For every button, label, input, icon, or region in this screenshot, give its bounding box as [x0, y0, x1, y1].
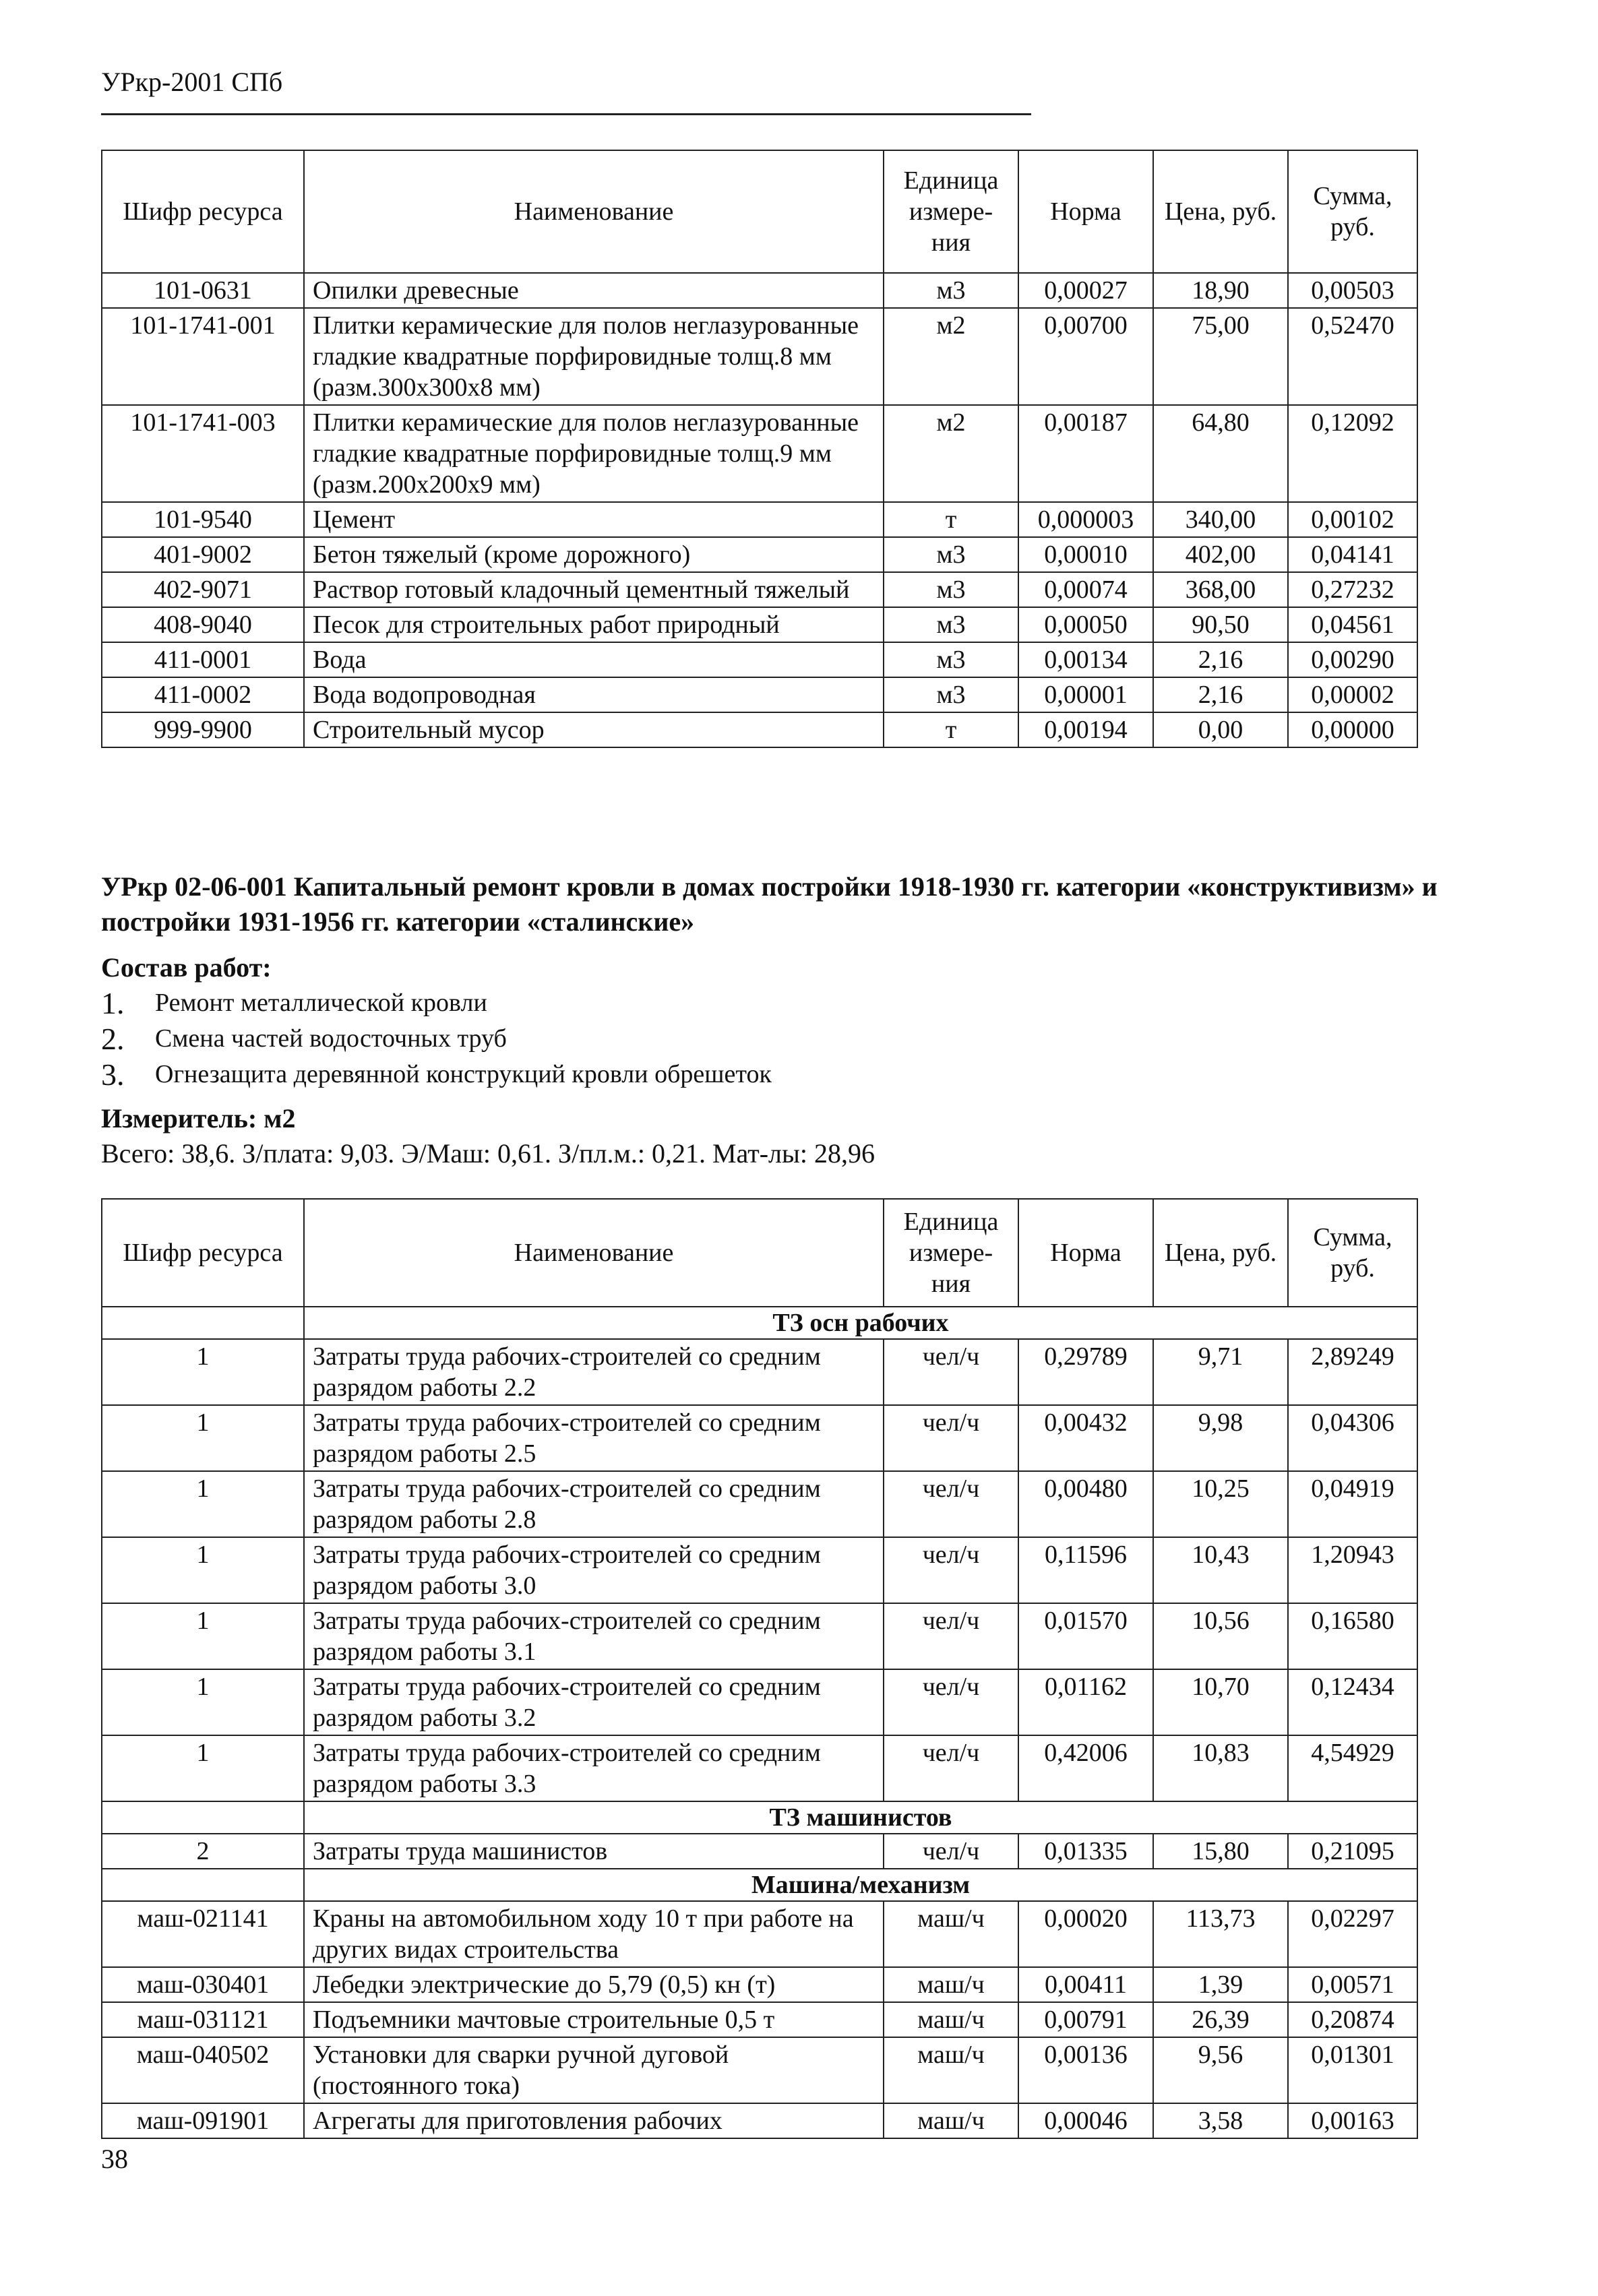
table-row — [102, 1967, 1417, 2002]
work-text: Огнезащита деревянной конструкций кровли обрешеток — [155, 1060, 772, 1088]
resource-sum: 0,00503 — [1288, 273, 1417, 308]
col-header-norm: Норма — [1018, 150, 1153, 273]
table-row — [102, 273, 1417, 308]
resource-price: 1,39 — [1153, 1967, 1288, 2002]
resource-price: 26,39 — [1153, 2002, 1288, 2037]
resource-price: 368,00 — [1153, 572, 1288, 607]
resource-unit: м2 — [884, 405, 1018, 502]
resource-norm: 0,00010 — [1018, 537, 1153, 572]
resource-norm: 0,00020 — [1018, 1901, 1153, 1967]
resource-code: маш-040502 — [102, 2037, 304, 2103]
resource-unit: м3 — [884, 677, 1018, 712]
resource-norm: 0,00791 — [1018, 2002, 1153, 2037]
group-title: ТЗ осн рабочих — [304, 1307, 1417, 1339]
resource-sum: 0,16580 — [1288, 1603, 1417, 1669]
resource-sum: 0,00102 — [1288, 502, 1417, 537]
resource-unit: м3 — [884, 572, 1018, 607]
resource-code: 101-1741-001 — [102, 308, 304, 405]
resource-code: 1 — [102, 1339, 304, 1405]
group-blank-cell — [102, 1869, 304, 1901]
resource-sum: 0,04141 — [1288, 537, 1417, 572]
resource-norm: 0,01162 — [1018, 1669, 1153, 1735]
resource-norm: 0,000003 — [1018, 502, 1153, 537]
group-title: Машина/механизм — [304, 1869, 1417, 1901]
cost-totals: Всего: 38,6. З/плата: 9,03. Э/Маш: 0,61. З/пл.м.: 0,21. Мат-лы: 28,96 — [101, 1138, 875, 1169]
col-header-price: Цена, руб. — [1153, 1199, 1288, 1307]
work-text: Ремонт металлической кровли — [155, 989, 487, 1017]
table-row — [102, 537, 1417, 572]
resource-sum: 2,89249 — [1288, 1339, 1417, 1405]
table-row — [102, 572, 1417, 607]
group-row — [102, 1869, 1417, 1901]
table-row — [102, 1735, 1417, 1801]
table-row — [102, 712, 1417, 747]
table-header-row — [102, 1199, 1417, 1307]
resource-sum: 0,02297 — [1288, 1901, 1417, 1967]
table-row — [102, 2103, 1417, 2138]
table-row — [102, 502, 1417, 537]
resource-code: 401-9002 — [102, 537, 304, 572]
work-composition-heading: Состав работ: — [101, 952, 272, 983]
resource-name: Вода — [304, 642, 884, 677]
table-row — [102, 1537, 1417, 1603]
table-row — [102, 1405, 1417, 1471]
resource-sum: 0,52470 — [1288, 308, 1417, 405]
resource-norm: 0,00187 — [1018, 405, 1153, 502]
col-header-price: Цена, руб. — [1153, 150, 1288, 273]
resource-sum: 0,00002 — [1288, 677, 1417, 712]
work-number: 2. — [101, 1022, 125, 1056]
page-header-title: УРкр-2001 СПб — [101, 67, 283, 97]
table-row — [102, 1901, 1417, 1967]
resource-name: Раствор готовый кладочный цементный тяжелый — [304, 572, 884, 607]
resource-price: 113,73 — [1153, 1901, 1288, 1967]
resource-code: маш-031121 — [102, 2002, 304, 2037]
resource-name: Агрегаты для приготовления рабочих — [304, 2103, 884, 2138]
resource-unit: т — [884, 502, 1018, 537]
resource-price: 64,80 — [1153, 405, 1288, 502]
resource-sum: 0,00000 — [1288, 712, 1417, 747]
resource-code: 411-0001 — [102, 642, 304, 677]
table-header-row — [102, 150, 1417, 273]
resource-unit: чел/ч — [884, 1471, 1018, 1537]
table-row — [102, 2037, 1417, 2103]
resource-name: Затраты труда рабочих-строителей со средним разрядом работы 3.0 — [304, 1537, 884, 1603]
resource-code: 411-0002 — [102, 677, 304, 712]
resource-norm: 0,00136 — [1018, 2037, 1153, 2103]
resource-unit: т — [884, 712, 1018, 747]
resource-norm: 0,00432 — [1018, 1405, 1153, 1471]
resource-price: 0,00 — [1153, 712, 1288, 747]
col-header-unit: Единица измере-ния — [884, 1199, 1018, 1307]
col-header-code: Шифр ресурса — [102, 150, 304, 273]
work-number: 3. — [101, 1057, 125, 1092]
resource-name: Установки для сварки ручной дуговой (постоянного тока) — [304, 2037, 884, 2103]
resource-sum: 0,00290 — [1288, 642, 1417, 677]
resource-name: Затраты труда рабочих-строителей со средним разрядом работы 2.5 — [304, 1405, 884, 1471]
group-blank-cell — [102, 1801, 304, 1834]
resource-price: 402,00 — [1153, 537, 1288, 572]
col-header-unit: Единица измере-ния — [884, 150, 1018, 273]
resource-price: 90,50 — [1153, 607, 1288, 642]
resource-price: 10,83 — [1153, 1735, 1288, 1801]
resource-norm: 0,00194 — [1018, 712, 1153, 747]
resource-code: маш-030401 — [102, 1967, 304, 2002]
group-title: ТЗ машинистов — [304, 1801, 1417, 1834]
resource-unit: маш/ч — [884, 2103, 1018, 2138]
resource-unit: маш/ч — [884, 2002, 1018, 2037]
resource-unit: м3 — [884, 537, 1018, 572]
resource-price: 9,56 — [1153, 2037, 1288, 2103]
col-header-name: Наименование — [304, 150, 884, 273]
table-row — [102, 2002, 1417, 2037]
resource-code: 101-1741-003 — [102, 405, 304, 502]
resource-name: Затраты труда рабочих-строителей со средним разрядом работы 2.8 — [304, 1471, 884, 1537]
resource-code: маш-021141 — [102, 1901, 304, 1967]
measure-unit: Измеритель: м2 — [101, 1103, 296, 1134]
resource-price: 340,00 — [1153, 502, 1288, 537]
resource-unit: маш/ч — [884, 1901, 1018, 1967]
work-list — [101, 985, 1449, 1092]
resource-price: 10,70 — [1153, 1669, 1288, 1735]
resource-unit: маш/ч — [884, 1967, 1018, 2002]
resource-unit: чел/ч — [884, 1735, 1018, 1801]
resource-name: Краны на автомобильном ходу 10 т при работе на других видах строительства — [304, 1901, 884, 1967]
resource-name: Подъемники мачтовые строительные 0,5 т — [304, 2002, 884, 2037]
work-number: 1. — [101, 986, 125, 1020]
resource-price: 9,98 — [1153, 1405, 1288, 1471]
resource-name: Затраты труда рабочих-строителей со средним разрядом работы 3.1 — [304, 1603, 884, 1669]
group-row — [102, 1307, 1417, 1339]
resource-code: 1 — [102, 1603, 304, 1669]
resource-name: Плитки керамические для полов неглазурованные гладкие квадратные порфировидные толщ.9 мм (разм.200х200х9 мм) — [304, 405, 884, 502]
resource-code: 402-9071 — [102, 572, 304, 607]
table-row — [102, 677, 1417, 712]
resource-code: 1 — [102, 1537, 304, 1603]
resource-name: Бетон тяжелый (кроме дорожного) — [304, 537, 884, 572]
section-title: УРкр 02-06-001 Капитальный ремонт кровли в домах постройки 1918-1930 гг. категории «конструктивизм» и постройки 1931-1956 гг. категории «сталинские» — [101, 871, 1438, 937]
resource-sum: 0,01301 — [1288, 2037, 1417, 2103]
table-row — [102, 405, 1417, 502]
resource-code: 1 — [102, 1735, 304, 1801]
resource-unit: чел/ч — [884, 1669, 1018, 1735]
resource-norm: 0,01335 — [1018, 1834, 1153, 1869]
resource-price: 75,00 — [1153, 308, 1288, 405]
table-row — [102, 1834, 1417, 1869]
resource-sum: 0,27232 — [1288, 572, 1417, 607]
resource-name: Затраты труда рабочих-строителей со средним разрядом работы 3.3 — [304, 1735, 884, 1801]
list-item — [101, 985, 1449, 1021]
resource-unit: чел/ч — [884, 1834, 1018, 1869]
resource-code: 2 — [102, 1834, 304, 1869]
resource-unit: м3 — [884, 642, 1018, 677]
resource-code: маш-091901 — [102, 2103, 304, 2138]
resource-price: 10,25 — [1153, 1471, 1288, 1537]
resource-name: Затраты труда рабочих-строителей со средним разрядом работы 3.2 — [304, 1669, 884, 1735]
table-row — [102, 1339, 1417, 1405]
table-row — [102, 642, 1417, 677]
resource-code: 1 — [102, 1405, 304, 1471]
resource-norm: 0,00074 — [1018, 572, 1153, 607]
resource-norm: 0,00001 — [1018, 677, 1153, 712]
resource-sum: 4,54929 — [1288, 1735, 1417, 1801]
list-item — [101, 1021, 1449, 1057]
resource-name: Затраты труда рабочих-строителей со средним разрядом работы 2.2 — [304, 1339, 884, 1405]
table-row — [102, 1471, 1417, 1537]
resource-unit: маш/ч — [884, 2037, 1018, 2103]
resource-price: 18,90 — [1153, 273, 1288, 308]
page-number: 38 — [101, 2144, 128, 2174]
table-row — [102, 607, 1417, 642]
resource-sum: 0,04561 — [1288, 607, 1417, 642]
col-header-name: Наименование — [304, 1199, 884, 1307]
resource-sum: 1,20943 — [1288, 1537, 1417, 1603]
resource-norm: 0,00027 — [1018, 273, 1153, 308]
resource-sum: 0,00163 — [1288, 2103, 1417, 2138]
resource-norm: 0,00050 — [1018, 607, 1153, 642]
col-header-sum: Сумма, руб. — [1288, 150, 1417, 273]
resource-price: 10,43 — [1153, 1537, 1288, 1603]
resource-name: Опилки древесные — [304, 273, 884, 308]
col-header-sum: Сумма, руб. — [1288, 1199, 1417, 1307]
list-item — [101, 1057, 1449, 1092]
table-row — [102, 1603, 1417, 1669]
resource-price: 3,58 — [1153, 2103, 1288, 2138]
col-header-code: Шифр ресурса — [102, 1199, 304, 1307]
resource-code: 101-0631 — [102, 273, 304, 308]
resource-name: Затраты труда машинистов — [304, 1834, 884, 1869]
resource-unit: чел/ч — [884, 1537, 1018, 1603]
materials-table — [101, 150, 1418, 748]
resource-norm: 0,11596 — [1018, 1537, 1153, 1603]
resource-code: 1 — [102, 1669, 304, 1735]
resource-price: 10,56 — [1153, 1603, 1288, 1669]
resource-norm: 0,29789 — [1018, 1339, 1153, 1405]
resource-norm: 0,00134 — [1018, 642, 1153, 677]
resource-sum: 0,00571 — [1288, 1967, 1417, 2002]
resource-norm: 0,00700 — [1018, 308, 1153, 405]
header-divider — [101, 113, 1031, 115]
resource-norm: 0,01570 — [1018, 1603, 1153, 1669]
resources-table — [101, 1198, 1418, 2139]
resource-code: 101-9540 — [102, 502, 304, 537]
resource-unit: чел/ч — [884, 1339, 1018, 1405]
work-text: Смена частей водосточных труб — [155, 1024, 507, 1053]
resource-price: 9,71 — [1153, 1339, 1288, 1405]
resource-norm: 0,00411 — [1018, 1967, 1153, 2002]
resource-unit: м3 — [884, 273, 1018, 308]
col-header-norm: Норма — [1018, 1199, 1153, 1307]
resource-unit: м2 — [884, 308, 1018, 405]
resource-name: Плитки керамические для полов неглазурованные гладкие квадратные порфировидные толщ.8 мм (разм.300х300х8 мм) — [304, 308, 884, 405]
resource-name: Песок для строительных работ природный — [304, 607, 884, 642]
table-row — [102, 1669, 1417, 1735]
resource-price: 2,16 — [1153, 642, 1288, 677]
resource-unit: м3 — [884, 607, 1018, 642]
resource-code: 408-9040 — [102, 607, 304, 642]
resource-sum: 0,12092 — [1288, 405, 1417, 502]
resource-sum: 0,04306 — [1288, 1405, 1417, 1471]
group-row — [102, 1801, 1417, 1834]
resource-name: Лебедки электрические до 5,79 (0,5) кн (т) — [304, 1967, 884, 2002]
resource-name: Строительный мусор — [304, 712, 884, 747]
group-blank-cell — [102, 1307, 304, 1339]
resource-code: 1 — [102, 1471, 304, 1537]
resource-price: 2,16 — [1153, 677, 1288, 712]
resource-sum: 0,21095 — [1288, 1834, 1417, 1869]
resource-norm: 0,42006 — [1018, 1735, 1153, 1801]
resource-name: Цемент — [304, 502, 884, 537]
resource-sum: 0,04919 — [1288, 1471, 1417, 1537]
resource-unit: чел/ч — [884, 1603, 1018, 1669]
resource-sum: 0,12434 — [1288, 1669, 1417, 1735]
resource-price: 15,80 — [1153, 1834, 1288, 1869]
table-row — [102, 308, 1417, 405]
resource-norm: 0,00046 — [1018, 2103, 1153, 2138]
resource-sum: 0,20874 — [1288, 2002, 1417, 2037]
resource-name: Вода водопроводная — [304, 677, 884, 712]
resource-norm: 0,00480 — [1018, 1471, 1153, 1537]
resource-unit: чел/ч — [884, 1405, 1018, 1471]
resource-code: 999-9900 — [102, 712, 304, 747]
